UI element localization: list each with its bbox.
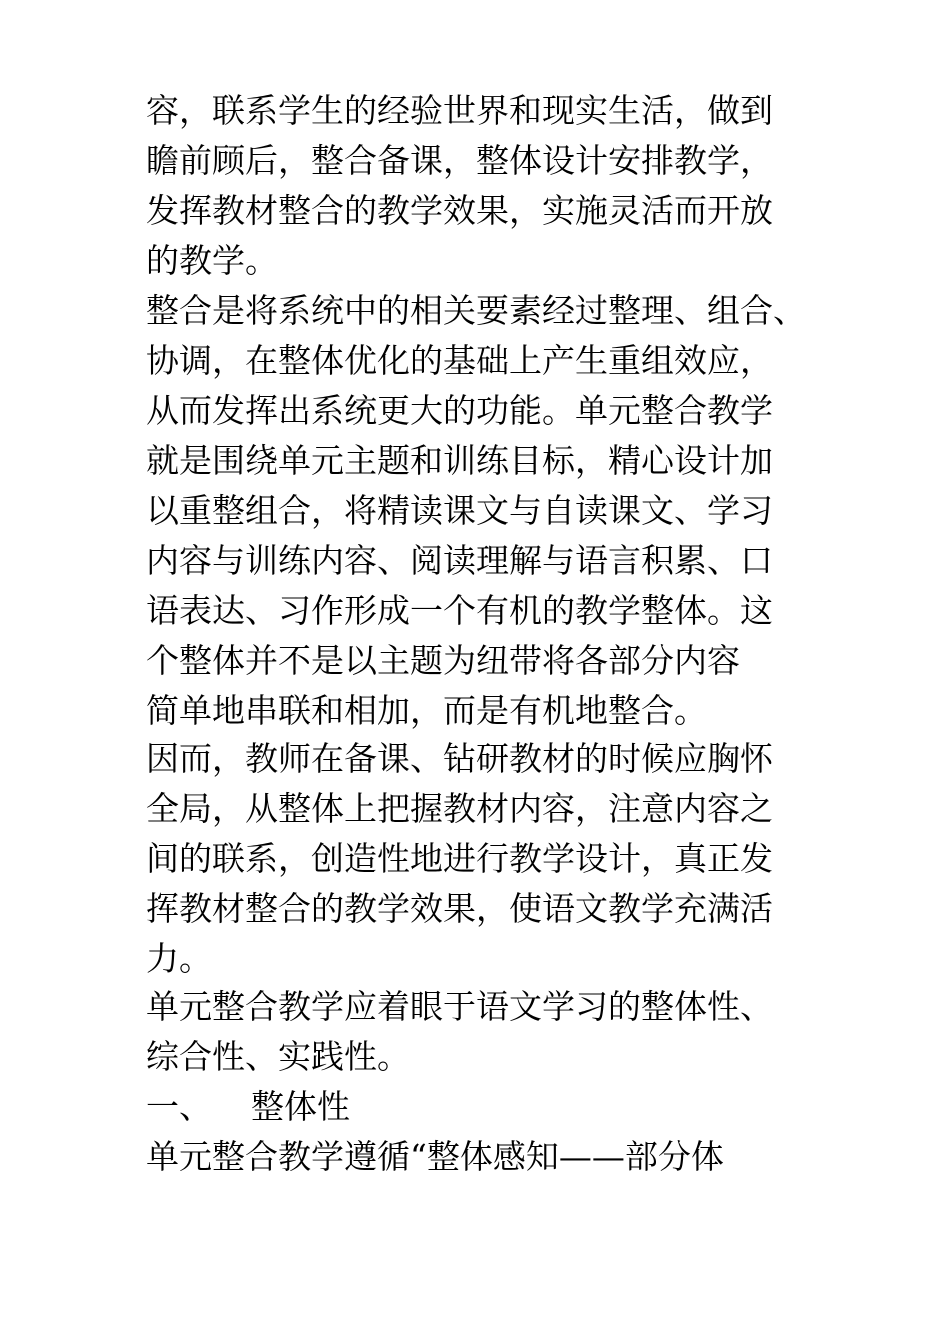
text-line: 发挥教材整合的教学效果，实施灵活而开放 [146, 191, 773, 230]
text-line: 协调，在整体优化的基础上产生重组效应， [146, 341, 773, 380]
section-heading [146, 1082, 350, 1132]
text-line: 全局，从整体上把握教材内容，注意内容之 [146, 789, 773, 828]
text-line: 就是围绕单元主题和训练目标，精心设计加 [146, 441, 773, 480]
text-line: 单元整合教学遵循“整体感知——部分体 [146, 1137, 724, 1176]
text-line: 个整体并不是以主题为纽带将各部分内容 [146, 641, 740, 680]
text-line: 从而发挥出系统更大的功能。单元整合教学 [146, 391, 773, 430]
text-line: 瞻前顾后，整合备课，整体设计安排教学， [146, 141, 773, 180]
text-line: 内容与训练内容、阅读理解与语言积累、口 [146, 541, 773, 580]
text-line: 简单地串联和相加，而是有机地整合。 [146, 691, 707, 730]
text-line: 以重整组合，将精读课文与自读课文、学习 [146, 491, 773, 530]
text-line: 因而，教师在备课、钻研教材的时候应胸怀 [146, 739, 773, 778]
text-line: 综合性、实践性。 [146, 1037, 410, 1076]
text-line: 容，联系学生的经验世界和现实生活，做到 [146, 91, 773, 130]
text-line: 的教学。 [146, 241, 278, 280]
text-line: 整合是将系统中的相关要素经过整理、组合、 [146, 291, 806, 330]
text-line: 单元整合教学应着眼于语文学习的整体性、 [146, 987, 773, 1026]
section-number: 一、 [146, 1087, 212, 1126]
text-line: 间的联系，创造性地进行教学设计，真正发 [146, 839, 773, 878]
text-line: 力。 [146, 939, 212, 978]
section-title: 整体性 [251, 1087, 350, 1126]
text-line: 语表达、习作形成一个有机的教学整体。这 [146, 591, 773, 630]
text-line: 挥教材整合的教学效果，使语文教学充满活 [146, 889, 773, 928]
